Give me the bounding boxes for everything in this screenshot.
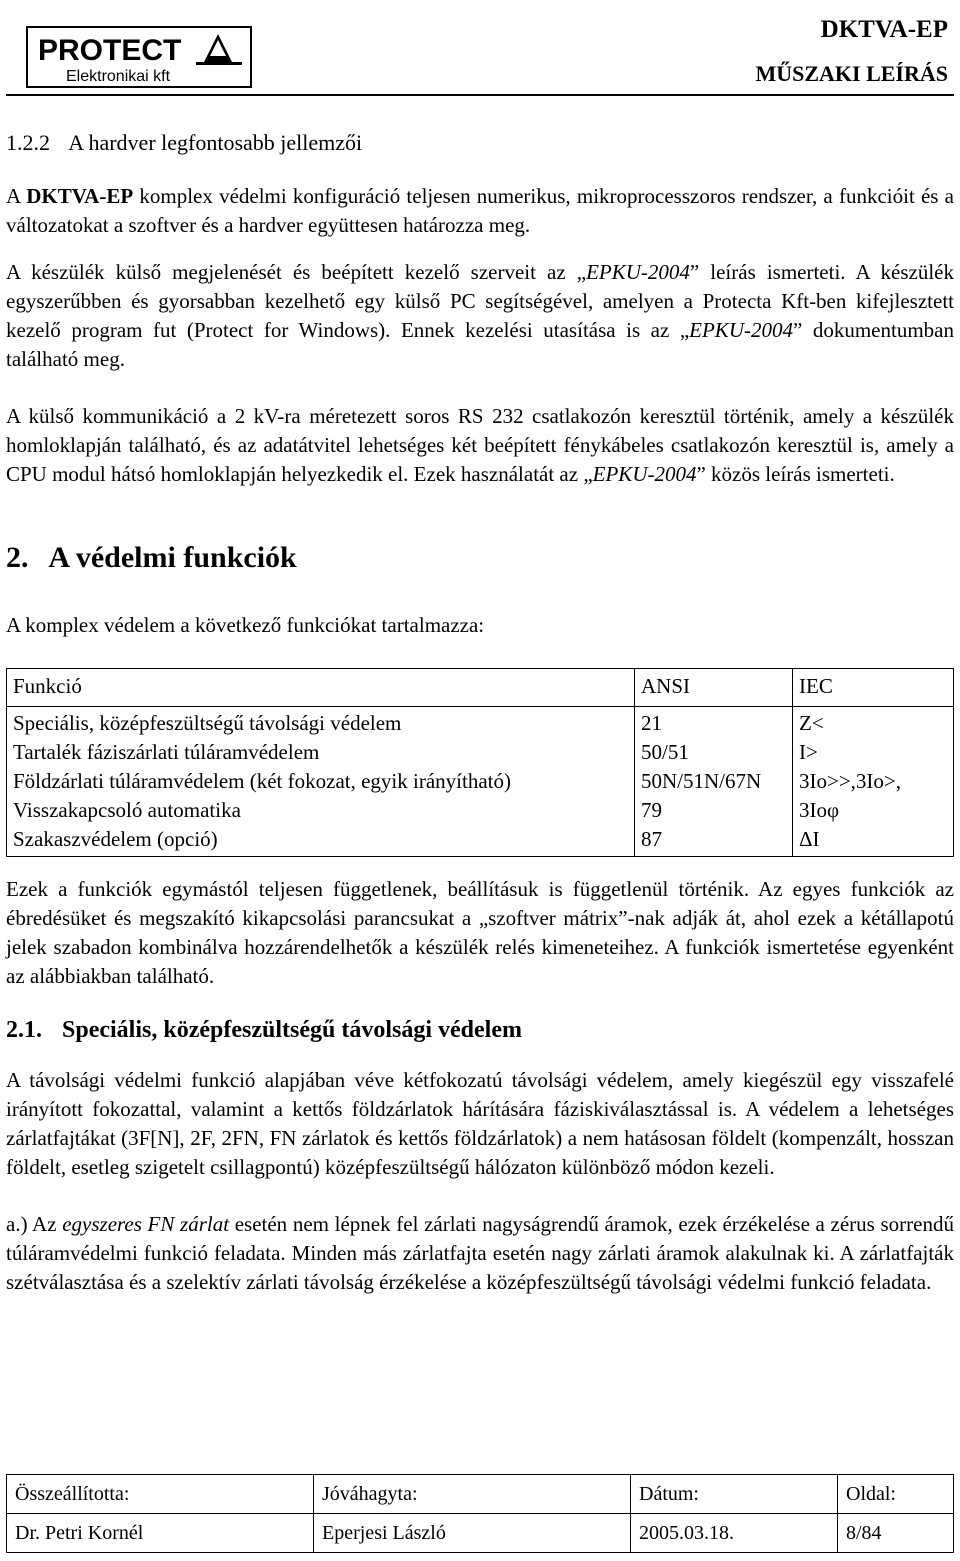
page-footer <box>6 1474 954 1553</box>
footer-label: Dátum: <box>631 1475 838 1514</box>
iec-symbol: I> <box>799 740 818 764</box>
paragraph <box>6 258 954 374</box>
footer-label: Összeállította: <box>7 1475 314 1514</box>
text-run: A <box>6 184 27 208</box>
function-name: Visszakapcsoló automatika <box>13 798 241 822</box>
paragraph: A távolsági védelmi funkció alapjában véve kétfokozatú távolsági védelem, amely kiegészül egy visszafelé irányított fokozattal, valamint a kettős földzárlatok hárítására fáziskiválasztással is. A védelem a lehetséges zárlatfajtákat (3F[N], 2F, 2FN, FN zárlatok és kettős földzárlatok) a nem hatásosan földelt (kompenzált, hosszan földelt, esetleg szigetelt csillagpontú) középfeszültségű hálózaton különböző módon kezeli. <box>6 1068 954 1179</box>
text-run: komplex védelmi konfiguráció teljesen numerikus, mikroprocesszoros rendszer, a funkcióit és a változatokat a szoftver és a hardver együttesen határozza meg. <box>6 184 954 237</box>
ansi-code: 21 <box>641 711 662 735</box>
svg-text:Elektronikai kft: Elektronikai kft <box>66 68 171 85</box>
paragraph <box>6 402 954 489</box>
document-reference: EPKU-2004 <box>586 260 690 284</box>
text-run: ” közös leírás ismerteti. <box>696 462 895 486</box>
ansi-code: 79 <box>641 798 662 822</box>
iec-symbol: 3Ioφ <box>799 798 840 822</box>
date: 2005.03.18. <box>631 1514 838 1553</box>
paragraph <box>6 1210 954 1297</box>
function-name: Földzárlati túláramvédelem (két fokozat, egyik irányítható) <box>13 769 511 793</box>
page-number: 8/84 <box>838 1514 954 1553</box>
footer-label-row <box>7 1475 954 1514</box>
section-heading-1-2-2 <box>6 130 954 156</box>
function-name: Szakaszvédelem (opció) <box>13 827 218 851</box>
document-reference: EPKU-2004 <box>592 462 697 486</box>
paragraph: Ezek a funkciók egymástól teljesen függetlenek, beállításuk is függetlenül történik. Az egyes funkciók az ébredésüket és megszakító kikapcsolási parancsukat a „szoftver mátrix”-nak adják át, ahol ezek a kétállapotú jelek szabadon kombinálva hozzárendelhetők a készülék relés kimeneteihez. A funkciók ismertetése egyenként az alábbiakban található. <box>6 877 954 988</box>
function-name: Tartalék fáziszárlati túláramvédelem <box>13 740 320 764</box>
device-name: DKTVA-EP <box>26 184 134 208</box>
emphasized-term: egyszeres FN zárlat <box>62 1212 230 1236</box>
paragraph <box>6 182 954 240</box>
table-intro: A komplex védelem a következő funkciókat tartalmazza: <box>6 613 485 637</box>
iec-symbol: 3Io>>,3Io>, <box>799 769 902 793</box>
text-run: a.) Az <box>6 1212 63 1236</box>
footer-value-row <box>7 1514 954 1553</box>
ansi-code: 87 <box>641 827 662 851</box>
text-run: A külső kommunikáció a 2 kV-ra méretezett soros RS 232 csatlakozón keresztül történik, amely a készülék homloklapján található, és az adatátvitel lehetséges két beépített fénykábeles csatlakozón keresztül is, amely a CPU modul hátsó homloklapján helyezkedik el. Ezek használatát az „ <box>6 404 954 486</box>
section-title: A hardver legfontosabb jellemzői <box>68 130 363 155</box>
document-type: MŰSZAKI LEÍRÁS <box>755 61 948 86</box>
approver: Eperjesi László <box>314 1514 631 1553</box>
text-run: esetén nem lépnek fel zárlati nagyságrendű áramok, ezek érzékelése a zérus sorrendű túláramvédelmi funkció feladata. Minden más zárlatfajta esetén nagy zárlati áramok alakulnak ki. A zárlatfajták szétválasztása és a szelektív zárlati távolság érzékelése a középfeszültségű távolsági védelmi funkció feladata. <box>6 1212 954 1294</box>
header-cell: ANSI <box>635 669 793 707</box>
footer-table <box>6 1474 954 1553</box>
header-cell: IEC <box>793 669 954 707</box>
page-content <box>6 110 954 1309</box>
function-name: Speciális, középfeszültségű távolsági védelem <box>13 711 402 735</box>
iec-symbol: Z< <box>799 711 824 735</box>
functions-table <box>6 668 954 857</box>
table-header-row <box>7 669 954 707</box>
iec-symbol: ΔI <box>799 827 820 851</box>
section-number: 2. <box>6 541 29 574</box>
table-cell <box>635 707 793 857</box>
table-row <box>7 707 954 857</box>
author: Dr. Petri Kornél <box>7 1514 314 1553</box>
document-code: DKTVA-EP <box>820 16 948 43</box>
text-run: ” leírás ismerteti. A készülék egyszerűbben és gyorsabban kezelhető egy külső PC segítségével, amelyen a Protecta Kft-ben kifejlesztett kezelő program fut (Protect for Windows). Ennek kezelési utasítása is az „ <box>6 260 955 342</box>
page-header <box>6 6 954 96</box>
header-cell: Funkció <box>7 669 635 707</box>
ansi-code: 50/51 <box>641 740 689 764</box>
table-cell <box>793 707 954 857</box>
svg-text:PROTECT: PROTECT <box>38 34 182 67</box>
section-heading-2 <box>6 541 954 575</box>
text-run: ” dokumentumban található meg. <box>6 318 954 371</box>
protecta-logo <box>26 26 252 88</box>
document-reference: EPKU-2004 <box>689 318 793 342</box>
section-number: 2.1. <box>6 1017 42 1043</box>
footer-label: Oldal: <box>838 1475 954 1514</box>
section-heading-2-1 <box>6 1017 954 1044</box>
section-title: A védelmi funkciók <box>48 541 297 574</box>
text-run: A készülék külső megjelenését és beépített kezelő szerveit az „ <box>6 260 587 284</box>
footer-label: Jóváhagyta: <box>314 1475 631 1514</box>
ansi-code: 50N/51N/67N <box>641 769 762 793</box>
section-number: 1.2.2 <box>6 130 50 155</box>
section-title: Speciális, középfeszültségű távolsági védelem <box>62 1017 522 1043</box>
table-cell <box>7 707 635 857</box>
